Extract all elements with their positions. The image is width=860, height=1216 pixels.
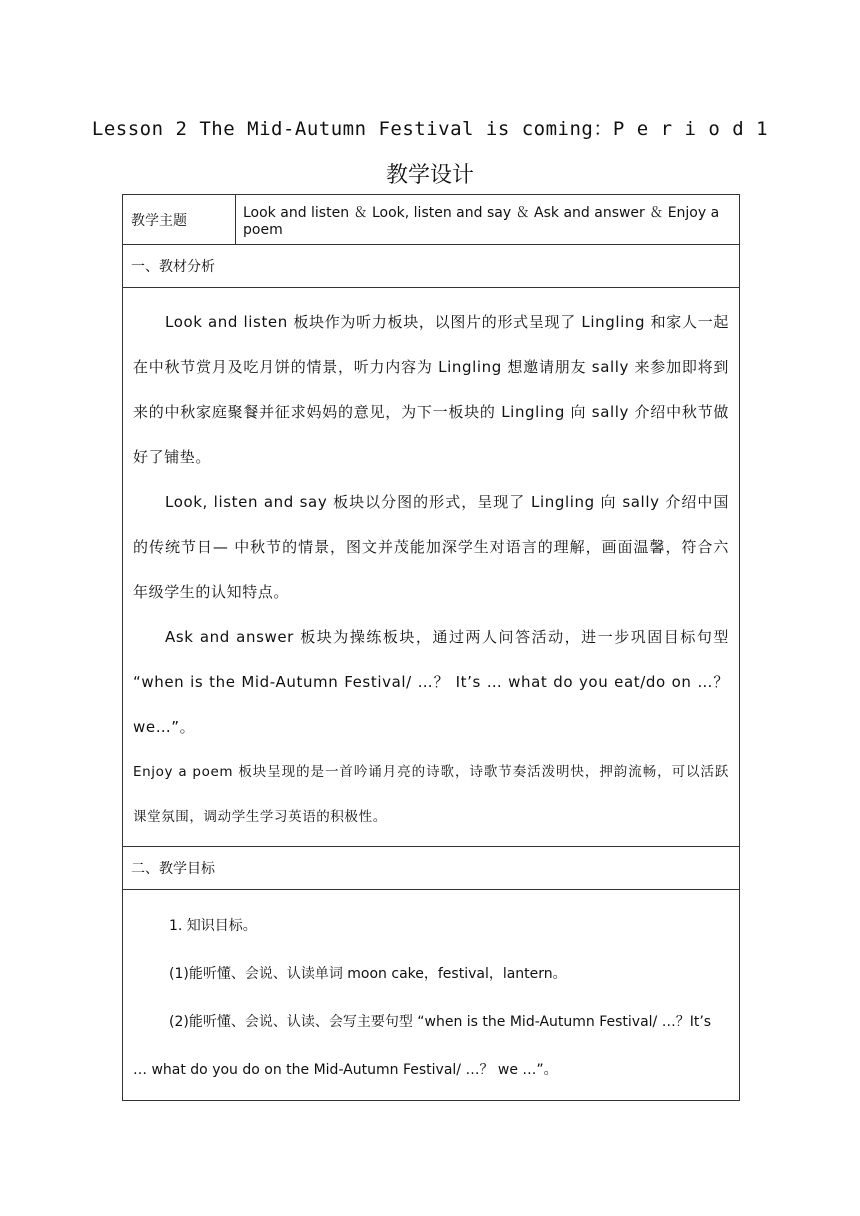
section2-body [123,890,740,1101]
section1-heading: 一、教材分析 [123,245,740,288]
topic-label: 教学主题 [123,195,236,245]
analysis-paragraph-4: Enjoy a poem 板块呈现的是一首吟诵月亮的诗歌，诗歌节奏活泼明快，押韵流畅，可以活跃课堂氛围，调动学生学习英语的积极性。 [133,764,729,825]
analysis-paragraph-2: Look, listen and say 板块以分图的形式，呈现了 Lingling 向 sally 介绍中国的传统节日— 中秋节的情景，图文并茂能加深学生对语言的理解，画面温馨，符合六年级学生的认知特点。 [133,493,729,601]
lesson-plan-table [122,194,740,1101]
section1-body [123,288,740,847]
analysis-paragraph-1: Look and listen 板块作为听力板块，以图片的形式呈现了 Lingling 和家人一起在中秋节赏月及吃月饼的情景，听力内容为 Lingling 想邀请朋友 sally 来参加即将到来的中秋家庭聚餐并征求妈妈的意见，为下一板块的 Lingling 向 sally 介绍中秋节做好了铺垫。 [133,313,729,466]
section2-heading: 二、教学目标 [123,847,740,890]
section2-body-row [123,890,740,1101]
section2-heading-row [123,847,740,890]
section1-body-row [123,288,740,847]
document-title-line1: Lesson 2 The Mid-Autumn Festival is coming：P e r i o d 1 [91,118,769,140]
document-title-line2: 教学设计 [385,163,474,188]
section1-heading-row [123,245,740,288]
objective-item-3: (2)能听懂、会说、认读、会写主要句型 “when is the Mid-Autumn Festival/ …？It’s … what do you do on the Mid-Autumn Festival/ …？ we …”。 [133,1014,712,1078]
topic-value: Look and listen ＆ Look, listen and say ＆ Ask and answer ＆ Enjoy a poem [236,195,740,245]
topic-row [123,195,740,245]
objective-item-2: (1)能听懂、会说、认读单词 moon cake，festival，lantern。 [169,966,567,982]
analysis-paragraph-3: Ask and answer 板块为操练板块，通过两人问答活动，进一步巩固目标句型 “when is the Mid-Autumn Festival/ …？ It’s … what do you eat/do on …？ we…”。 [133,628,729,736]
objective-item-1: 1. 知识目标。 [169,918,257,934]
